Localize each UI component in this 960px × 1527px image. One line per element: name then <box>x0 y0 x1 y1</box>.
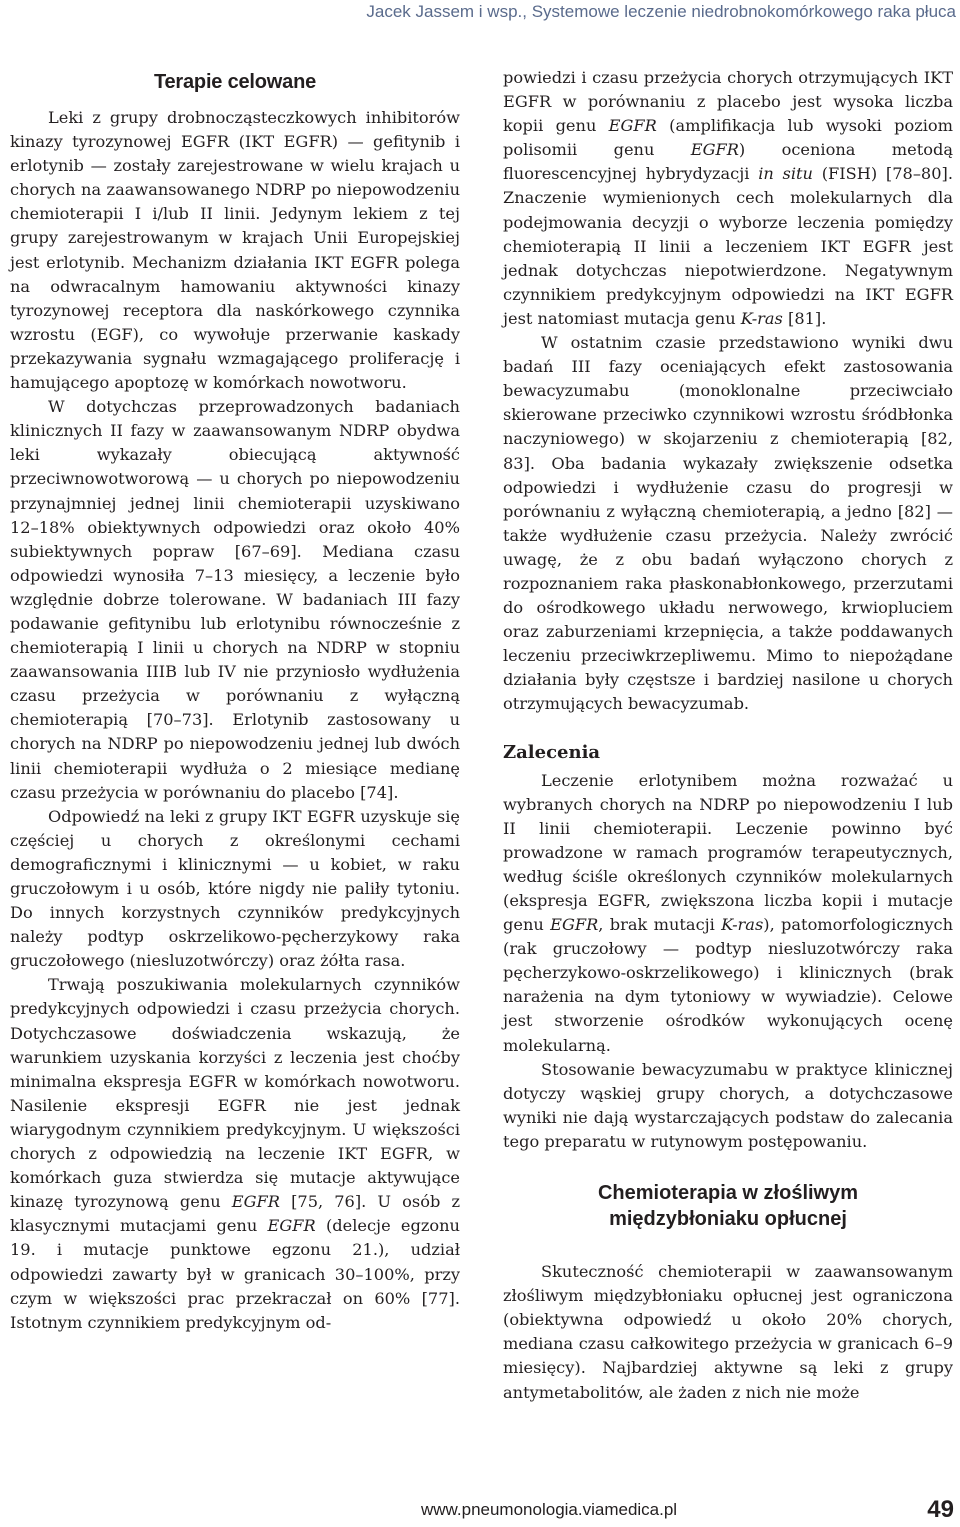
gene-name: EGFR <box>690 140 739 160</box>
subsection-title-recommendations: Zalecenia <box>503 741 601 763</box>
gene-name: K-ras <box>740 308 783 328</box>
section-title-line: Chemioterapia w złośliwym <box>597 1182 859 1205</box>
section-title-targeted-therapy: Terapie celowane <box>153 71 317 93</box>
gene-name: EGFR <box>267 1216 316 1236</box>
paragraph: Stosowanie bewacyzumabu w praktyce klinicznej dotyczy wąskiej grupy chorych, a dotychczasowe wyniki nie dają wystarczających podstaw do zalecania tego preparatu w rutynowym postępowaniu. <box>503 1059 953 1151</box>
text-run: [81]. <box>782 308 827 328</box>
page-number: 49 <box>927 1496 954 1523</box>
paragraph <box>503 66 953 331</box>
text-run: ), patomorfologicznych (rak gruczołowy — podtyp niesluzotwórczy raka pęcherzykowo-oskrzelikowego) i klinicznych (brak narażenia na dym tytoniowy w wywiadzie). Celowe jest stworzenie ośrodków wykonujących ocenę molekularną. <box>503 915 953 1055</box>
paragraph: Odpowiedź na leki z grupy IKT EGFR uzyskuje się częściej u chorych z określonymi cechami demograficznymi i klinicznymi — u kobiet, w raku gruczołowym i u osób, które nigdy nie paliły tytoniu. Do innych korzystnych czynników predykcyjnych należy podtyp oskrzelikowo-pęcherzykowy raka gruczołowego (niesluzotwórczy) oraz żółta rasa. <box>10 806 460 971</box>
gene-name: EGFR <box>231 1192 280 1212</box>
text-run: powiedzi i czasu przeżycia chorych otrzymujących IKT EGFR w porównaniu z placebo jest wysoka liczba kopii genu <box>503 68 953 136</box>
paragraph: W dotychczas przeprowadzonych badaniach klinicznych II fazy w zaawansowanym NDRP obydwa leki wykazały obiecującą aktywność przeciwnowotworową — u chorych po niepowodzeniu przynajmniej jednej linii chemioterapii uzyskiwano 12–18% obiektywnych odpowiedzi oraz około 40% subiektywnych popraw [67–69]. Mediana czasu odpowiedzi wynosiła 7–13 miesięcy, a leczenie było względnie dobrze tolerowane. W badaniach III fazy podawanie gefitynibu lub erlotynibu równocześnie z chemioterapią I linii u chorych na NDRP w stopniu zaawansowania IIIB lub IV nie przyniosło wydłużenia czasu przeżycia w porównaniu z wyłączną chemioterapią [70–73]. Erlotynib zastosowany u chorych na NDRP po niepowodzeniu jednej lub dwóch linii chemioterapii wydłuża o 2 miesiące medianę czasu przeżycia w porównaniu do placebo [74]. <box>10 397 460 802</box>
section-title-mesothelioma <box>503 1180 953 1232</box>
text-run: ) oceniona metodą fluorescencyjnej hybrydyzacji <box>503 140 953 184</box>
paragraph <box>10 973 460 1334</box>
text-run: Trwają poszukiwania molekularnych czynników predykcyjnych odpowiedzi i czasu przeżycia chorych. Dotychczasowe doświadczenia wskazują, że warunkiem uzyskania korzyści z leczenia jest choćby minimalna ekspresja EGFR w komórkach nowotworu. Nasilenie ekspresji EGFR nie jest jednak wiarygodnym czynnikiem predykcyjnym. U większości chorych z odpowiedzią na leczenie IKT EGFR, w komórkach guza stwierdza się mutacje aktywujące kinazę tyrozynową genu <box>10 975 460 1212</box>
text-run: (FISH) [78–80]. Znaczenie wymienionych cech molekularnych dla podejmowania decyzji o wyborze leczenia pomiędzy chemioterapią II linii a leczeniem IKT EGFR jest jednak dotychczas niepotwierdzone. Negatywnym czynnikiem predykcyjnym odpowiedzi na IKT EGFR jest natomiast mutacja genu <box>503 164 953 328</box>
running-header <box>366 2 956 22</box>
gene-name: EGFR <box>550 915 599 935</box>
text-run: (amplifikacja lub wysoki poziom polisomii genu <box>503 116 953 160</box>
term-in-situ: in situ <box>758 164 813 184</box>
paragraph: W ostatnim czasie przedstawiono wyniki dwu badań III fazy oceniających efekt zastosowania bewacyzumabu (monoklonalne przeciwciało skierowane przeciwko czynnikowi wzrostu śródbłonka naczyniowego) w skojarzeniu z chemioterapią [82, 83]. Oba badania wykazały zwiększenie odsetka odpowiedzi i wydłużenie czasu do progresji w porównaniu z wyłączną chemioterapią, a jedno [82] — także wydłużenie czasu przeżycia. Należy zwrócić uwagę, że z obu badań wyłączono chorych z rozpoznaniem raka płaskonabłonkowego, przerzutami do ośrodkowego układu nerwowego, krwiopluciem oraz zaburzeniami krzepnięcia, a także poddawanych leczeniu przeciwkrzepliwemu. Mimo to niepożądane działania były częstsze i bardziej nasilone u chorych otrzymujących bewacyzumab. <box>503 333 953 714</box>
footer-url-link[interactable]: www.pneumonologia.viamedica.pl <box>421 1500 678 1519</box>
gene-name: K-ras <box>721 915 764 935</box>
paragraph: Leki z grupy drobnocząsteczkowych inhibitorów kinazy tyrozynowej EGFR (IKT EGFR) — gefitynib i erlotynib — zostały zarejestrowane w wielu krajach u chorych na zaawansowanego NDRP po niepowodzeniu chemioterapii I i/lub II linii. Jedynym lekiem z tej grupy zarejestrowanym w krajach Unii Europejskiej jest erlotynib. Mechanizm działania IKT EGFR polega na odwracalnym hamowaniu aktywności kinazy tyrozynowej receptora dla naskórkowego czynnika wzrostu (EGF), co wywołuje przerwanie kaskady przekazywania sygnału wzmagającego proliferację i hamującego apoptozę w komórkach nowotworu. <box>10 108 460 393</box>
text-run: (delecje egzonu 19. i mutacje punktowe egzonu 21.), udział odpowiedzi zawarty był w granicach 30–100%, przy czym w większości prac przekraczał on 60% [77]. Istotnym czynnikiem predykcyjnym od- <box>10 1216 460 1332</box>
text-run: Leczenie erlotynibem można rozważać u wybranych chorych na NDRP po niepowodzeniu I lub II linii chemioterapii. Leczenie powinno być prowadzone w ramach programów terapeutycznych, według ściśle określonych czynników molekularnych (ekspresja EGFR, zwiększona liczba kopii i mutacje genu <box>503 770 953 935</box>
text-run: , brak mutacji <box>598 915 722 935</box>
header-title: Systemowe leczenie niedrobnokomórkowego raka płuca <box>526 2 956 21</box>
left-column <box>10 66 460 1335</box>
gene-name: EGFR <box>608 116 657 136</box>
header-authors: Jacek Jassem i wsp., <box>366 2 527 21</box>
paragraph: Skuteczność chemioterapii w zaawansowanym złośliwym międzybłoniaku opłucnej jest ograniczona (obiektywna odpowiedź u około 20% chorych, mediana czasu całkowitego przeżycia w granicach 6–9 miesięcy). Najbardziej aktywne są leki z grupy antymetabolitów, ale żaden z nich nie może <box>503 1262 953 1402</box>
paragraph <box>503 769 953 1058</box>
text-run: [75, 76]. U osób z klasycznymi mutacjami genu <box>10 1192 460 1236</box>
right-column <box>503 66 953 1405</box>
section-title-line: międzybłoniaku opłucnej <box>609 1208 847 1231</box>
